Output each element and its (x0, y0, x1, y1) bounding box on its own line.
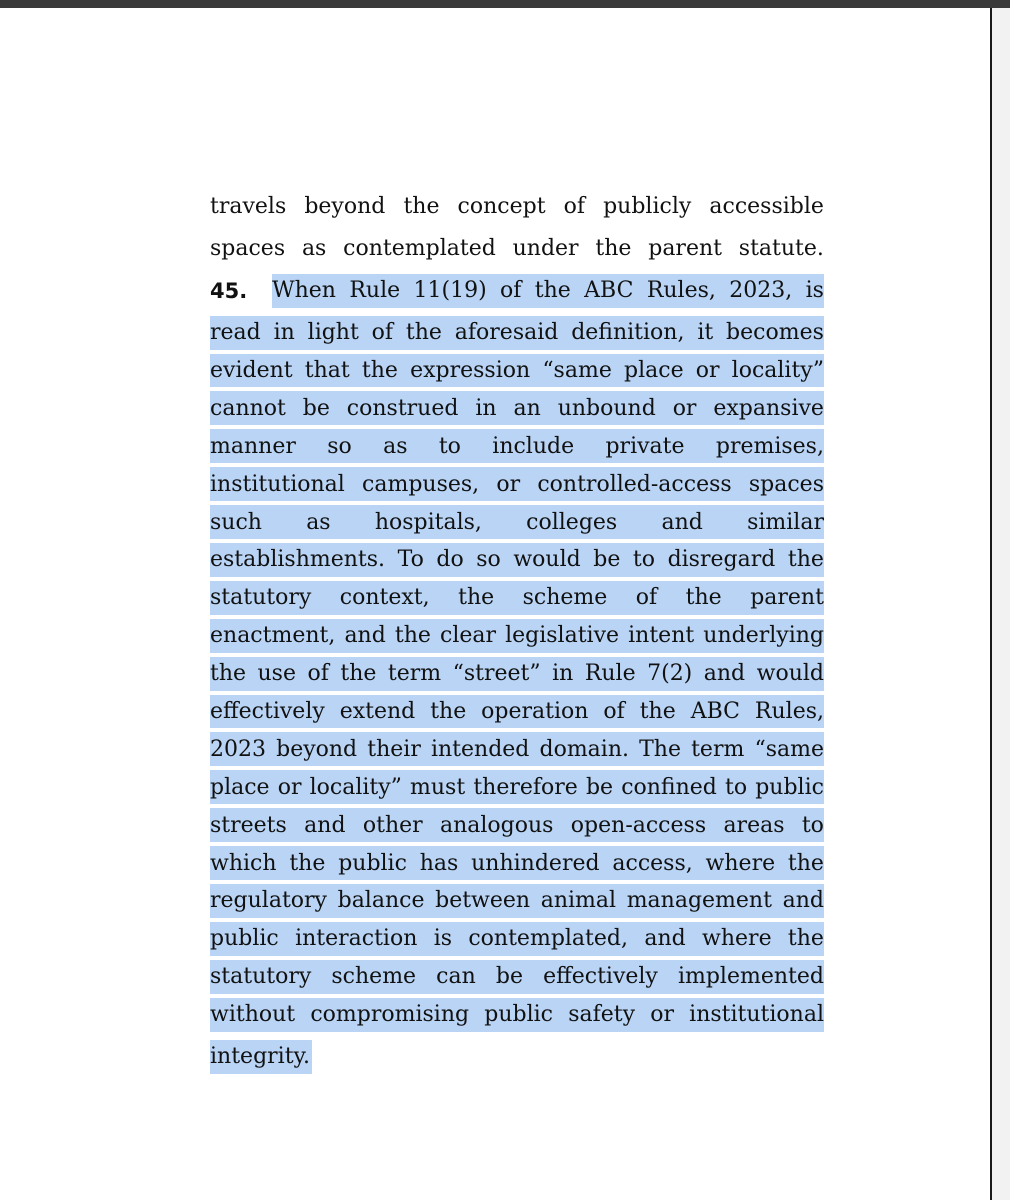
word: underlying (703, 623, 824, 649)
word: beyond (276, 736, 358, 762)
word: premises, (715, 433, 824, 459)
word: or (496, 471, 521, 497)
selected-text-line[interactable] (210, 467, 824, 501)
word: of (371, 320, 394, 346)
word: of (635, 585, 658, 611)
word: extend (339, 699, 416, 725)
word: and (703, 661, 746, 687)
word: the (639, 699, 676, 725)
word: or (277, 774, 302, 800)
word: as (306, 509, 331, 535)
word: becomes (726, 320, 824, 346)
word: and (304, 812, 346, 838)
word: in (273, 320, 295, 346)
selected-text-line[interactable] (210, 998, 824, 1032)
word: parent (648, 236, 722, 262)
word: to (438, 433, 461, 459)
word: public (210, 926, 279, 952)
word: term (387, 661, 442, 687)
text-line[interactable] (210, 186, 824, 228)
word: expression (410, 358, 531, 383)
word: open-access (570, 812, 707, 838)
selected-text-line[interactable] (210, 695, 824, 729)
word: to (801, 812, 824, 838)
word: cannot (210, 395, 286, 421)
word: place (624, 358, 684, 383)
word: read (210, 320, 261, 346)
selected-text-line[interactable] (210, 770, 824, 804)
word: therefore (473, 774, 578, 800)
word: private (605, 433, 685, 459)
word: beyond (304, 194, 386, 220)
word: which (210, 850, 277, 876)
selected-text-line[interactable] (210, 354, 824, 388)
word: regulatory (210, 888, 327, 914)
word: manner (210, 433, 296, 459)
word: public (755, 774, 824, 800)
word: “same (542, 358, 612, 383)
selected-text-line[interactable] (210, 429, 824, 463)
word: would (756, 661, 824, 687)
word: 7(2) (647, 661, 693, 687)
word: Rule (349, 278, 401, 304)
word: the (361, 358, 398, 383)
word: the (458, 585, 495, 611)
word: scheme (331, 964, 417, 990)
text-line[interactable] (210, 228, 824, 270)
word: other (362, 812, 423, 838)
word: of (603, 699, 625, 725)
word: scheme (522, 585, 608, 611)
word: has (419, 850, 459, 876)
word: implemented (677, 964, 824, 990)
word: 2023, (729, 278, 793, 304)
word: management (626, 888, 772, 914)
document-text[interactable] (210, 186, 824, 1077)
selected-text-line[interactable] (210, 732, 824, 766)
document-page[interactable] (0, 8, 992, 1200)
word: evident (210, 358, 293, 383)
word: effectively (210, 699, 325, 725)
selected-text-line[interactable] (210, 922, 824, 956)
word: travels (210, 194, 287, 220)
word: “street” (452, 661, 541, 687)
word: institutional (689, 1002, 824, 1028)
word: of (500, 278, 522, 304)
word: locality” (731, 358, 824, 383)
selected-text-line[interactable] (210, 316, 824, 350)
word: and (782, 888, 824, 914)
word: accessible (709, 194, 824, 220)
word: balance (337, 888, 425, 914)
word: and (344, 623, 386, 649)
word: place (210, 774, 270, 800)
selected-text-line[interactable] (210, 846, 824, 880)
word: the (595, 236, 632, 262)
word: When (272, 278, 336, 304)
word: legislative (505, 623, 620, 649)
word: such (210, 509, 262, 535)
selected-text-line[interactable] (210, 505, 824, 539)
word: the (685, 585, 722, 611)
word: an (513, 395, 541, 421)
selected-paragraph[interactable] (210, 316, 824, 1078)
word: access, (612, 850, 693, 876)
selected-text-line[interactable] (210, 960, 824, 994)
word: include (492, 433, 575, 459)
word: or (695, 358, 720, 383)
word: establishments. (210, 547, 386, 573)
word: the (787, 547, 824, 573)
word: the (289, 850, 326, 876)
word: domain. (539, 736, 629, 762)
word: where (702, 926, 772, 952)
word: contemplated (343, 236, 496, 262)
word: ABC (690, 699, 740, 725)
word: to (725, 774, 748, 800)
word: the (210, 661, 247, 687)
word: their (367, 736, 421, 762)
word: institutional (210, 471, 345, 497)
viewer-right-margin (992, 8, 1010, 1200)
word: intent (628, 623, 695, 649)
word: public (338, 850, 407, 876)
word: be (593, 547, 621, 573)
word: concept (457, 194, 546, 220)
word: so (476, 547, 501, 573)
word: compromising (310, 1002, 470, 1028)
word: must (410, 774, 466, 800)
word: unhindered (471, 850, 600, 876)
word: the (403, 194, 440, 220)
word: Rules, (754, 699, 824, 725)
word: so (327, 433, 352, 459)
word: term (691, 736, 745, 762)
word: it (697, 320, 714, 346)
word: controlled-access (537, 471, 732, 497)
selected-text-line[interactable] (210, 619, 824, 653)
word: expansive (713, 395, 824, 421)
word: “same (754, 736, 824, 762)
word: be (495, 964, 523, 990)
word: animal (540, 888, 617, 914)
word: Rule (584, 661, 636, 687)
word: light (307, 320, 359, 346)
viewer-top-bar (0, 0, 1010, 8)
word: where (705, 850, 776, 876)
word: under (512, 236, 579, 262)
word: parent (750, 585, 824, 611)
word: be (585, 774, 614, 800)
word: publicly (603, 194, 692, 220)
word: as (383, 433, 408, 459)
word: similar (747, 509, 824, 535)
word: the (534, 278, 571, 304)
word: to (632, 547, 656, 573)
word: definition, (571, 320, 685, 346)
word: statutory (210, 964, 312, 990)
word: and (661, 509, 703, 535)
word: confined (621, 774, 717, 800)
word: without (210, 1002, 296, 1028)
word: hospitals, (374, 509, 482, 535)
word: and (644, 926, 686, 952)
word: 2023 (210, 736, 266, 762)
selected-text-line[interactable] (210, 657, 824, 691)
word: do (436, 547, 464, 573)
word: construed (346, 395, 459, 421)
word: the (787, 850, 824, 876)
word: or (650, 1002, 674, 1028)
word: colleges (526, 509, 618, 535)
word: or (672, 395, 697, 421)
word: be (302, 395, 330, 421)
word: public (484, 1002, 553, 1028)
paragraph-first-line[interactable] (210, 270, 824, 312)
word: locality” (309, 774, 402, 800)
word: the (787, 926, 824, 952)
word: To (397, 547, 424, 573)
word: spaces (748, 471, 824, 497)
word: unbound (557, 395, 656, 421)
word: statutory (210, 585, 312, 611)
word: between (435, 888, 531, 914)
word: is (433, 926, 453, 952)
word: interaction (295, 926, 418, 952)
word: analogous (439, 812, 554, 838)
word: in (552, 661, 574, 687)
word: ABC (584, 278, 634, 304)
selected-text-line[interactable] (210, 884, 824, 918)
word: enactment, (210, 623, 336, 649)
word: disregard (667, 547, 776, 573)
word: streets (210, 812, 287, 838)
selected-text-line[interactable] (210, 391, 824, 425)
word: operation (481, 699, 589, 725)
word: Rules, (646, 278, 716, 304)
paragraph-number: 45. (210, 278, 248, 303)
word: the (394, 623, 431, 649)
word: use (257, 661, 296, 687)
word: statute. (738, 236, 824, 262)
word: of (307, 661, 329, 687)
word: The (639, 736, 681, 762)
selected-text-line[interactable] (210, 543, 824, 577)
word: is (805, 278, 824, 304)
selected-text-line[interactable] (210, 1036, 824, 1078)
word: that (304, 358, 350, 383)
word: campuses, (362, 471, 480, 497)
word: spaces (210, 236, 286, 262)
word: context, (339, 585, 430, 611)
word: in (475, 395, 497, 421)
selected-text[interactable] (272, 274, 824, 308)
word: can (436, 964, 476, 990)
word: the (405, 320, 442, 346)
word: as (301, 236, 327, 262)
word: clear (440, 623, 497, 649)
word: aforesaid (454, 320, 559, 346)
word: contemplated, (468, 926, 628, 952)
word: safety (568, 1002, 636, 1028)
word: of (563, 194, 586, 220)
word: effectively (543, 964, 658, 990)
word: would (513, 547, 581, 573)
word: the (340, 661, 377, 687)
word: 11(19) (413, 278, 487, 304)
selected-text-line[interactable] (210, 581, 824, 615)
selected-text-line[interactable] (210, 808, 824, 842)
word: the (430, 699, 467, 725)
selected-text[interactable]: integrity. (210, 1040, 312, 1074)
word: intended (430, 736, 530, 762)
word: areas (723, 812, 785, 838)
